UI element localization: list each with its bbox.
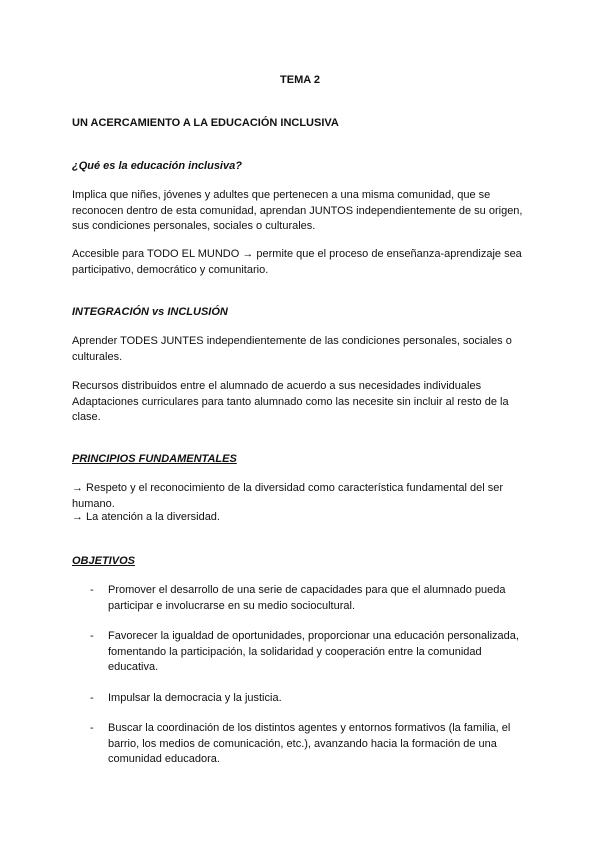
page-title: TEMA 2 (280, 74, 320, 86)
paragraph-resources-line2: Adaptaciones curriculares para tanto alumnado como las necesite sin incluir al resto de la clase. (72, 395, 509, 423)
paragraph-definition: Implica que niñes, jóvenes y adultes que pertenecen a una misma comunidad, que se reconocen dentro de esta comunidad, aprendan JUNTOS independientemente de su origen, sus condiciones personales, sociales o culturales. (72, 189, 523, 232)
section-heading-integration-vs-inclusion: INTEGRACIÓN vs INCLUSIÓN (72, 306, 228, 318)
section-heading-objectives: OBJETIVOS (72, 555, 135, 567)
list-bullet: - (90, 630, 94, 642)
objective-text: Buscar la coordinación de los distintos agentes y entornos formativos (la familia, el barrio, los medios de comunicación, etc.), avanzando hacia la formación de una comunidad educadora. (108, 722, 511, 765)
objective-text: Impulsar la democracia y la justicia. (108, 691, 282, 704)
document-subtitle: UN ACERCAMIENTO A LA EDUCACIÓN INCLUSIVA (72, 117, 339, 129)
section-heading-principles: PRINCIPIOS FUNDAMENTALES (72, 453, 237, 465)
principle-respect: → Respeto y el reconocimiento de la diversidad como característica fundamental del ser humano. (72, 482, 504, 510)
list-item (72, 721, 532, 768)
list-bullet: - (90, 722, 94, 734)
section-heading-inclusive-education: ¿Qué es la educación inclusiva? (72, 160, 242, 172)
objective-text: Favorecer la igualdad de oportunidades, proporcionar una educación personalizada, fomentando la participación, la solidaridad y cooperación entre la comunidad educativa. (108, 630, 519, 673)
paragraph-learn-together: Aprender TODES JUNTES independientemente de las condiciones personales, sociales o culturales. (72, 335, 512, 363)
paragraph-accessible: Accesible para TODO EL MUNDO → permite que el proceso de enseñanza-aprendizaje sea participativo, democrático y comunitario. (72, 248, 522, 276)
list-item (72, 691, 532, 707)
list-bullet: - (90, 691, 94, 704)
list-item (72, 629, 532, 676)
list-item (72, 583, 532, 614)
paragraph-resources-line1: Recursos distribuidos entre el alumnado de acuerdo a sus necesidades individuales (72, 380, 482, 392)
objective-text: Promover el desarrollo de una serie de capacidades para que el alumnado pueda participar e involucrarse en su medio sociocultural. (108, 584, 506, 612)
paragraph-resources (72, 379, 528, 426)
principle-attention: → La atención a la diversidad. (72, 511, 220, 523)
objectives-list (72, 583, 532, 768)
list-bullet: - (90, 584, 94, 596)
